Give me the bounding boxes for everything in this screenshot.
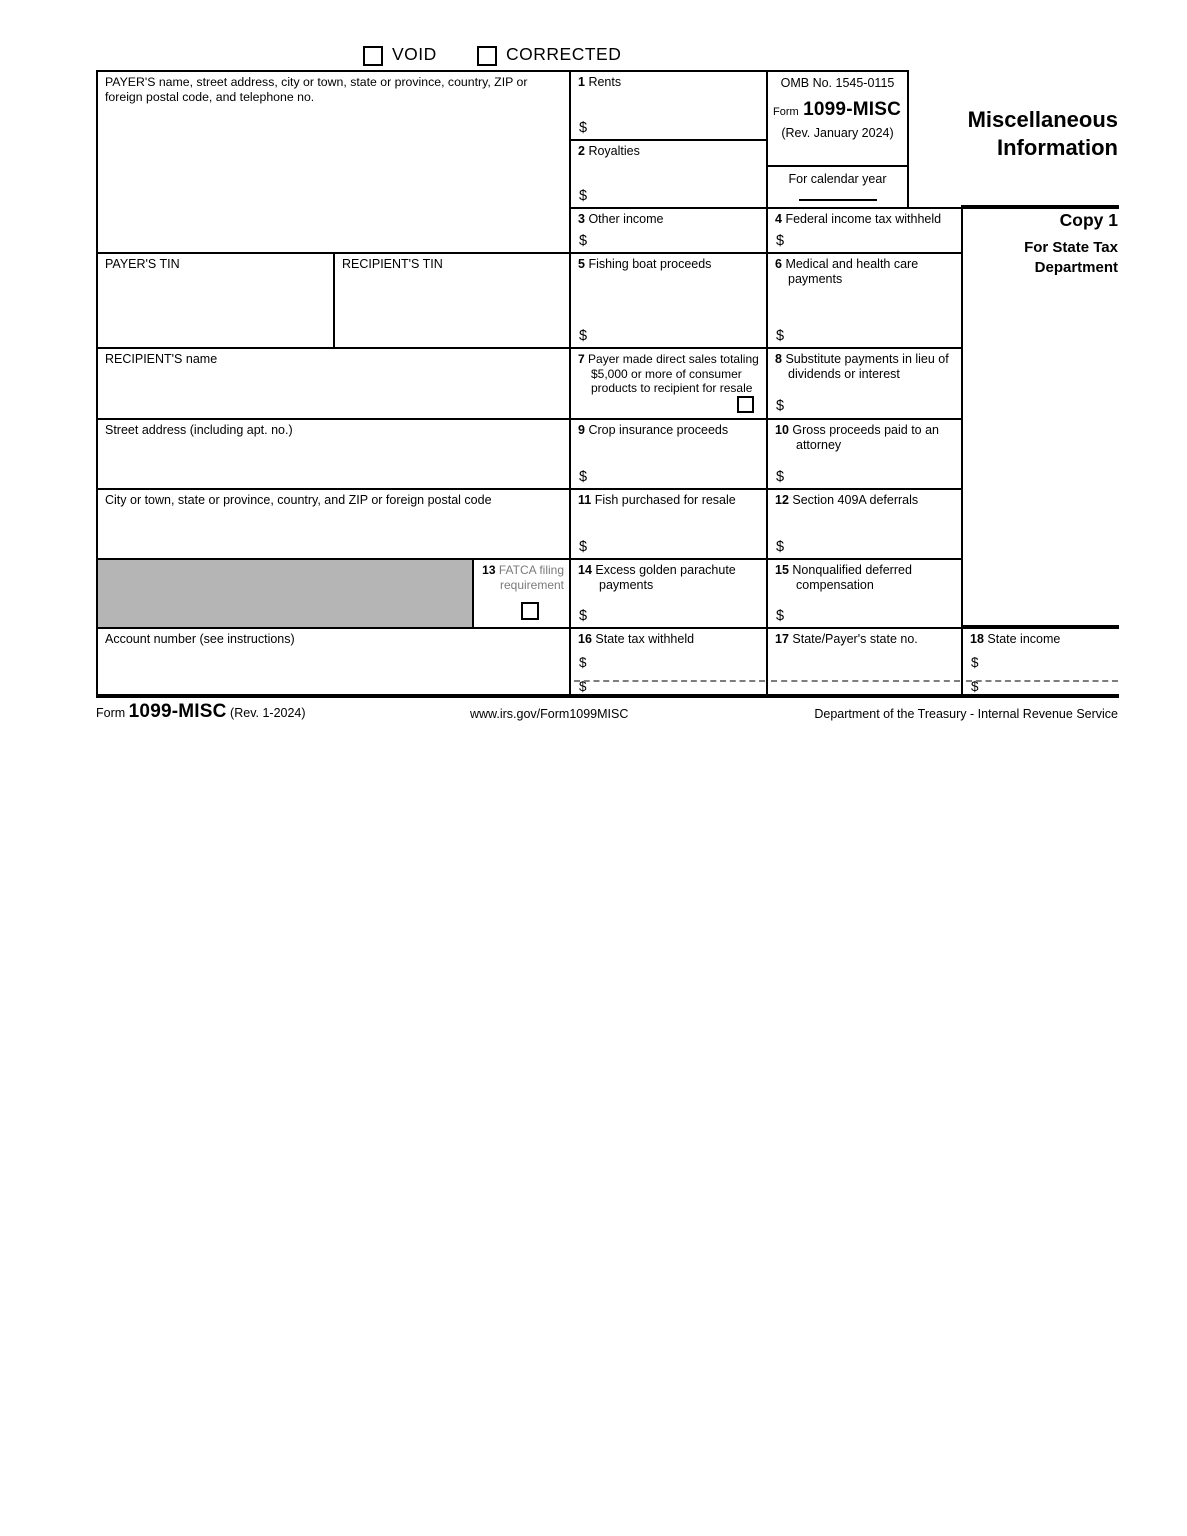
box1-dollar: $ (579, 120, 588, 136)
box-10-gross-proceeds-attorney[interactable] (766, 418, 963, 490)
box16-dashed-divider (574, 680, 765, 682)
city-label: City or town, state or province, country, and ZIP or foreign postal code (105, 493, 492, 507)
box11-dollar: $ (579, 539, 588, 555)
box7-label: 7 Payer made direct sales totaling $5,000 or more of consumer products to recipient for resale (578, 352, 759, 396)
account-number-box[interactable] (96, 627, 571, 697)
box-2-royalties[interactable] (569, 139, 768, 209)
box-14-excess-parachute[interactable] (569, 558, 768, 629)
box2-dollar: $ (579, 188, 588, 204)
revision-label: (Rev. January 2024) (781, 126, 894, 140)
street-address-label: Street address (including apt. no.) (105, 423, 293, 437)
box-18-state-income[interactable] (961, 627, 1119, 697)
box3-dollar: $ (579, 233, 588, 249)
calendar-year-blank[interactable] (799, 199, 877, 201)
street-address-box[interactable] (96, 418, 571, 490)
box16-dollar-2: $ (579, 679, 587, 694)
copy-label: Copy 1 (1059, 210, 1118, 230)
box17-label: 17 State/Payer's state no. (775, 632, 918, 646)
box8-dollar: $ (776, 398, 785, 414)
box18-label: 18 State income (970, 632, 1061, 646)
box-8-substitute-payments[interactable] (766, 347, 963, 420)
box7-checkbox[interactable] (737, 396, 754, 413)
box-15-nonqualified-deferred[interactable] (766, 558, 963, 629)
copy-for-label: For State Tax Department (1024, 239, 1118, 276)
box-1-rents[interactable] (569, 70, 768, 141)
box18-dollar-2: $ (971, 679, 979, 694)
box-12-409a-deferrals[interactable] (766, 488, 963, 560)
box-16-state-tax-withheld[interactable] (569, 627, 768, 697)
box9-dollar: $ (579, 469, 588, 485)
box10-dollar: $ (776, 469, 785, 485)
box8-label: 8 Substitute payments in lieu of dividends or interest (775, 352, 949, 382)
box6-label: 6 Medical and health care payments (775, 257, 919, 287)
recipient-name-label: RECIPIENT'S name (105, 352, 218, 366)
payer-info-label: PAYER'S name, street address, city or town, state or province, country, ZIP or foreign postal code, and telephone no. (105, 75, 528, 104)
payer-info-box[interactable] (96, 70, 571, 254)
box17-dashed-divider (771, 680, 960, 682)
corrected-checkbox[interactable] (477, 46, 497, 66)
box14-dollar: $ (579, 608, 588, 624)
void-checkbox[interactable] (363, 46, 383, 66)
calendar-year-label: For calendar year (788, 172, 887, 186)
omb-number: OMB No. 1545-0115 (780, 76, 895, 90)
shaded-cell (96, 558, 474, 629)
box18-dashed-divider (966, 680, 1118, 682)
city-box[interactable] (96, 488, 571, 560)
box4-dollar: $ (776, 233, 785, 249)
box5-dollar: $ (579, 328, 588, 344)
state-row-top-rule (961, 625, 1119, 629)
box13-checkbox[interactable] (521, 602, 539, 620)
recipient-tin-box[interactable] (333, 252, 571, 349)
box1-label: 1 Rents (578, 75, 622, 89)
corrected-label: CORRECTED (506, 44, 622, 64)
box15-label: 15 Nonqualified deferred compensation (775, 563, 912, 593)
account-number-label: Account number (see instructions) (105, 632, 295, 646)
form-number-header: Form 1099-MISC (773, 99, 902, 120)
box-13-fatca[interactable] (472, 558, 571, 629)
box12-label: 12 Section 409A deferrals (775, 493, 919, 507)
box-9-crop-insurance[interactable] (569, 418, 768, 490)
box11-label: 11 Fish purchased for resale (578, 493, 736, 507)
void-label: VOID (392, 44, 437, 64)
recipient-tin-label: RECIPIENT'S TIN (342, 257, 443, 271)
box-7-direct-sales[interactable] (569, 347, 768, 420)
box13-label: 13 FATCA filing requirement (482, 563, 564, 592)
box2-label: 2 Royalties (578, 144, 640, 158)
box18-dollar-1: $ (971, 655, 979, 670)
box16-label: 16 State tax withheld (578, 632, 695, 646)
box14-label: 14 Excess golden parachute payments (578, 563, 736, 593)
omb-box (766, 70, 909, 167)
box3-label: 3 Other income (578, 212, 664, 226)
recipient-name-box[interactable] (96, 347, 571, 420)
payer-tin-box[interactable] (96, 252, 335, 349)
box-3-other-income[interactable] (569, 207, 768, 254)
form-bottom-rule (96, 694, 1119, 698)
box-5-fishing-boat-proceeds[interactable] (569, 252, 768, 349)
box12-dollar: $ (776, 539, 785, 555)
copy-area-top-rule (961, 205, 1119, 209)
box-6-medical-health-payments[interactable] (766, 252, 963, 349)
box10-label: 10 Gross proceeds paid to an attorney (775, 423, 940, 453)
box1-number: 1 (578, 75, 585, 89)
box-17-state-payer-no[interactable] (766, 627, 963, 697)
box5-label: 5 Fishing boat proceeds (578, 257, 712, 271)
box16-dollar-1: $ (579, 655, 587, 670)
footer-url: www.irs.gov/Form1099MISC (470, 707, 629, 721)
box4-label: 4 Federal income tax withheld (775, 212, 942, 226)
box-4-federal-tax-withheld[interactable] (766, 207, 963, 254)
box6-dollar: $ (776, 328, 785, 344)
box15-dollar: $ (776, 608, 785, 624)
box9-label: 9 Crop insurance proceeds (578, 423, 729, 437)
payer-tin-label: PAYER'S TIN (105, 257, 180, 271)
form-title: Miscellaneous Information (967, 107, 1118, 160)
box-11-fish-purchased[interactable] (569, 488, 768, 560)
calendar-year-box (766, 165, 909, 209)
footer-form-id: Form 1099-MISC (Rev. 1-2024) (96, 701, 306, 722)
footer-agency: Department of the Treasury - Internal Revenue Service (814, 707, 1118, 721)
